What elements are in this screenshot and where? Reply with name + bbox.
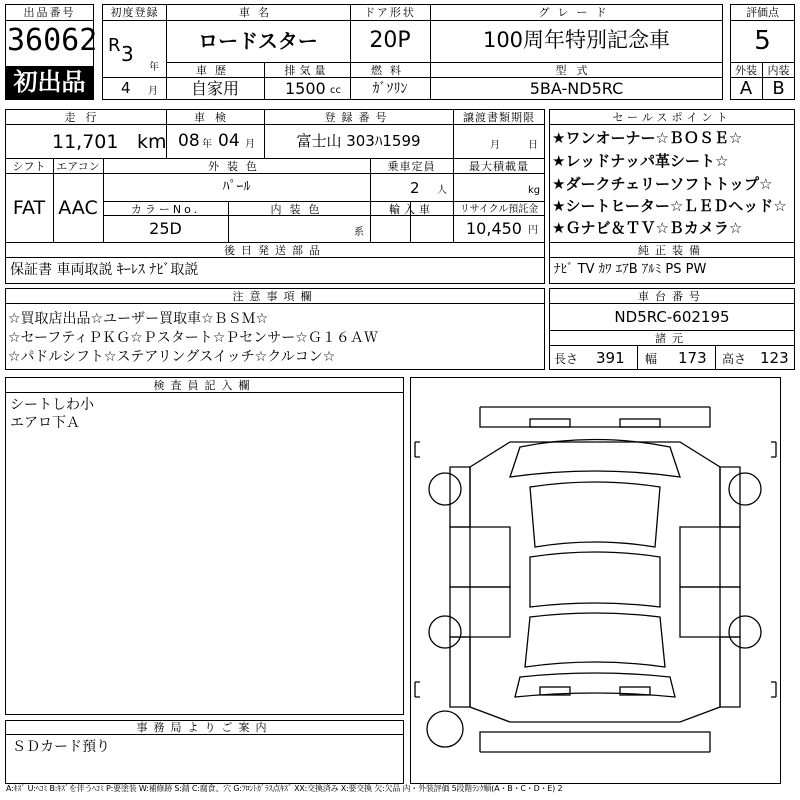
divider [549, 345, 795, 346]
length: 391 [596, 349, 625, 367]
shift-label: シフト [12, 160, 46, 173]
capacity-unit: 人 [437, 185, 447, 196]
era-letter: R [108, 35, 121, 56]
divider [549, 242, 795, 243]
divider [5, 257, 545, 258]
width-label: 幅 [645, 352, 658, 366]
color-no-label: カラーNo. [130, 203, 201, 216]
divider [730, 20, 795, 21]
transfer-deadline-label: 譲渡書類期限 [463, 111, 535, 124]
later-parts: 保証書 車両取説 ｷｰﾚｽ ﾅﾋﾞ取説 [10, 262, 199, 278]
office-note: ＳＤカード預り [12, 739, 110, 755]
capacity: 2 [410, 179, 420, 197]
first-registration-year: 3 [121, 42, 134, 66]
height: 123 [760, 349, 789, 367]
exterior-grade-label: 外装 [735, 64, 757, 77]
history-label: 車歴 [196, 64, 234, 77]
note-line: ☆セーフティＰＫＧ☆Ｐスタート☆Ｐセンサー☆Ｇ１６ＡＷ [8, 330, 378, 346]
selling-points-label: セールスポイント [612, 111, 732, 124]
length-label: 長さ [554, 352, 579, 366]
interior-color-label: 内装色 [270, 203, 328, 216]
divider [103, 201, 545, 202]
note-line: ☆買取店出品☆ユーザー買取車☆ＢＳＭ☆ [8, 311, 269, 327]
model-code: 5BA-ND5RC [529, 79, 624, 98]
inspector-note: シートしわ小 [10, 397, 94, 413]
import-label: 輸入車 [389, 203, 434, 216]
exterior-color: ﾊﾟｰﾙ [222, 179, 251, 195]
divider [5, 124, 545, 125]
selling-point: ★ワンオーナー☆ＢＯＳＥ☆ [552, 129, 743, 147]
transfer-day-unit: 日 [528, 140, 538, 151]
note-line: ☆パドルシフト☆ステアリングスイッチ☆クルコン☆ [8, 349, 336, 365]
selling-point: ★ダークチェリーソフトトップ☆ [552, 175, 773, 193]
displacement-label: 排気量 [284, 64, 330, 77]
fuel-label: 燃料 [371, 64, 409, 77]
divider [5, 242, 545, 243]
first-listing-badge: 初出品 [6, 66, 93, 99]
grade-label: グレード [538, 6, 615, 19]
height-label: 高さ [722, 352, 747, 366]
divider [102, 77, 167, 78]
office-label: 事務局よりご案内 [136, 721, 273, 734]
recycle-label: リサイクル預託金 [459, 204, 539, 215]
damage-legend: A:ｷｽﾞ U:ﾍｺﾐ B:ｷｽﾞを伴うﾍｺﾐ P:要塗装 W:補修跡 S:錆 C:腐食、穴 G:ﾌﾛﾝﾄｶﾞﾗｽ点ｷｽﾞ XX:交換済み X:要交換 欠:欠品 内・外装評価 5段階ﾗﾝｸ順(A・B・C・D・E) 2 [6, 784, 563, 793]
exterior-grade: A [739, 78, 753, 99]
max-load-unit: kg [528, 185, 541, 196]
history: 自家用 [190, 79, 239, 98]
grade: 100周年特別記念車 [482, 28, 671, 52]
selling-point: ★Ｇナビ＆ＴＶ☆Ｂカメラ☆ [552, 219, 743, 237]
first-registration-label: 初度登録 [110, 6, 159, 19]
plate-number: 富士山 303ﾊ1599 [296, 132, 421, 150]
lot-number-label: 出品番号 [23, 6, 76, 19]
score-label: 評価点 [746, 6, 779, 19]
interior-color-unit: 系 [354, 227, 364, 238]
door-label: ドア形状 [364, 6, 416, 19]
divider [5, 303, 545, 304]
fuel: ｶﾞｿﾘﾝ [372, 81, 408, 97]
shift: FAT [12, 197, 46, 219]
inspection-month-unit: 月 [245, 139, 255, 150]
divider [5, 734, 404, 735]
mileage-unit: km [137, 131, 167, 153]
inspection-month: 04 [218, 131, 240, 151]
first-registration-month: 4 [121, 79, 131, 97]
recycle-unit: 円 [528, 225, 538, 236]
color-no: 25D [149, 219, 182, 238]
divider [166, 20, 723, 21]
divider [637, 345, 638, 370]
width: 173 [678, 349, 707, 367]
specs-label: 諸元 [655, 332, 689, 345]
mileage: 11,701 [52, 131, 119, 153]
exterior-color-label: 外装色 [208, 160, 265, 173]
ac-label: エアコン [56, 160, 100, 173]
capacity-label: 乗車定員 [387, 160, 436, 173]
inspection-label: 車検 [194, 111, 236, 124]
divider [5, 158, 545, 159]
car-damage-diagram [410, 377, 781, 784]
ac: AAC [58, 197, 98, 219]
car-name-label: 車名 [239, 6, 277, 19]
chassis-label: 車台番号 [638, 290, 706, 303]
chassis-number: ND5RC-602195 [614, 308, 730, 326]
interior-grade: B [772, 78, 785, 99]
max-load-label: 最大積載量 [469, 160, 529, 173]
notes-label: 注意事項欄 [232, 290, 318, 303]
displacement: 1500 [285, 79, 326, 98]
divider [549, 124, 795, 125]
divider [166, 77, 723, 78]
divider [715, 345, 716, 370]
divider [549, 257, 795, 258]
divider [5, 173, 545, 174]
divider [166, 62, 723, 63]
divider [5, 20, 94, 21]
mileage-label: 走行 [64, 111, 107, 124]
divider [102, 20, 167, 21]
later-parts-label: 後日発送部品 [224, 244, 326, 257]
transfer-month-unit: 月 [490, 140, 500, 151]
genuine-equipment-label: 純正装備 [638, 244, 706, 257]
interior-grade-label: 内装 [767, 64, 790, 77]
displacement-unit: cc [330, 85, 341, 96]
year-unit: 年 [149, 62, 159, 73]
month-unit: 月 [148, 86, 158, 97]
divider [5, 392, 404, 393]
model-code-label: 型式 [555, 64, 598, 77]
inspector-label: 検査員記入欄 [153, 379, 256, 392]
selling-point: ★シートヒーター☆ＬＥＤヘッド☆ [552, 197, 787, 215]
divider [549, 330, 795, 331]
plate-label: 登録番号 [324, 111, 393, 124]
score: 5 [754, 26, 771, 56]
divider [549, 303, 795, 304]
inspector-note: エアロ下Ａ [10, 415, 80, 431]
door-type: 20P [369, 28, 411, 53]
recycle-fee: 10,450 [466, 219, 522, 238]
genuine-equipment: ﾅﾋﾞ TV ｶﾜ ｴｱB ｱﾙﾐ PS PW [554, 262, 707, 277]
inspection-year: 08 [178, 131, 200, 151]
car-name: ロードスター [198, 29, 318, 53]
lot-number: 36062 [7, 23, 98, 58]
selling-point: ★レッドナッパ革シート☆ [552, 152, 729, 170]
inspection-year-unit: 年 [202, 139, 212, 150]
